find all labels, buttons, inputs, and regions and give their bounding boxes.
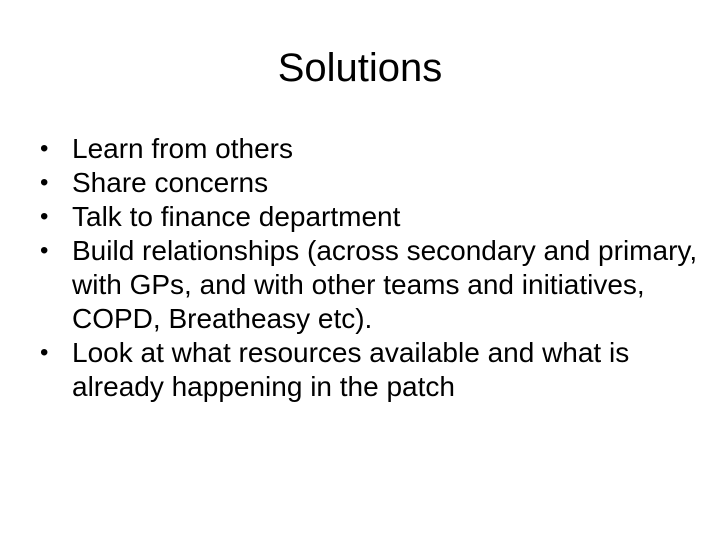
bullet-item-share xyxy=(40,166,700,200)
bullet-item-finance xyxy=(40,200,700,234)
bullet-text: Learn from others xyxy=(72,133,293,164)
bullet-text: Share concerns xyxy=(72,167,269,198)
bullet-text: Talk to finance department xyxy=(72,201,401,232)
bullet-icon: • xyxy=(40,169,49,196)
bullet-text: Build relationships (across secondary and primary, with GPs, and with other teams and initiatives, COPD, Breatheasy etc). xyxy=(72,235,698,334)
bullet-item-relationships xyxy=(40,234,700,336)
bullet-icon: • xyxy=(40,339,49,366)
bullet-list xyxy=(40,132,700,404)
slide-title: Solutions xyxy=(277,46,443,90)
bullet-icon: • xyxy=(40,135,49,162)
bullet-item-learn xyxy=(40,132,700,166)
bullet-icon: • xyxy=(40,237,49,264)
bullet-item-resources xyxy=(40,336,700,404)
bullet-icon: • xyxy=(40,203,49,230)
bullet-text: Look at what resources available and what is already happening in the patch xyxy=(72,337,630,402)
